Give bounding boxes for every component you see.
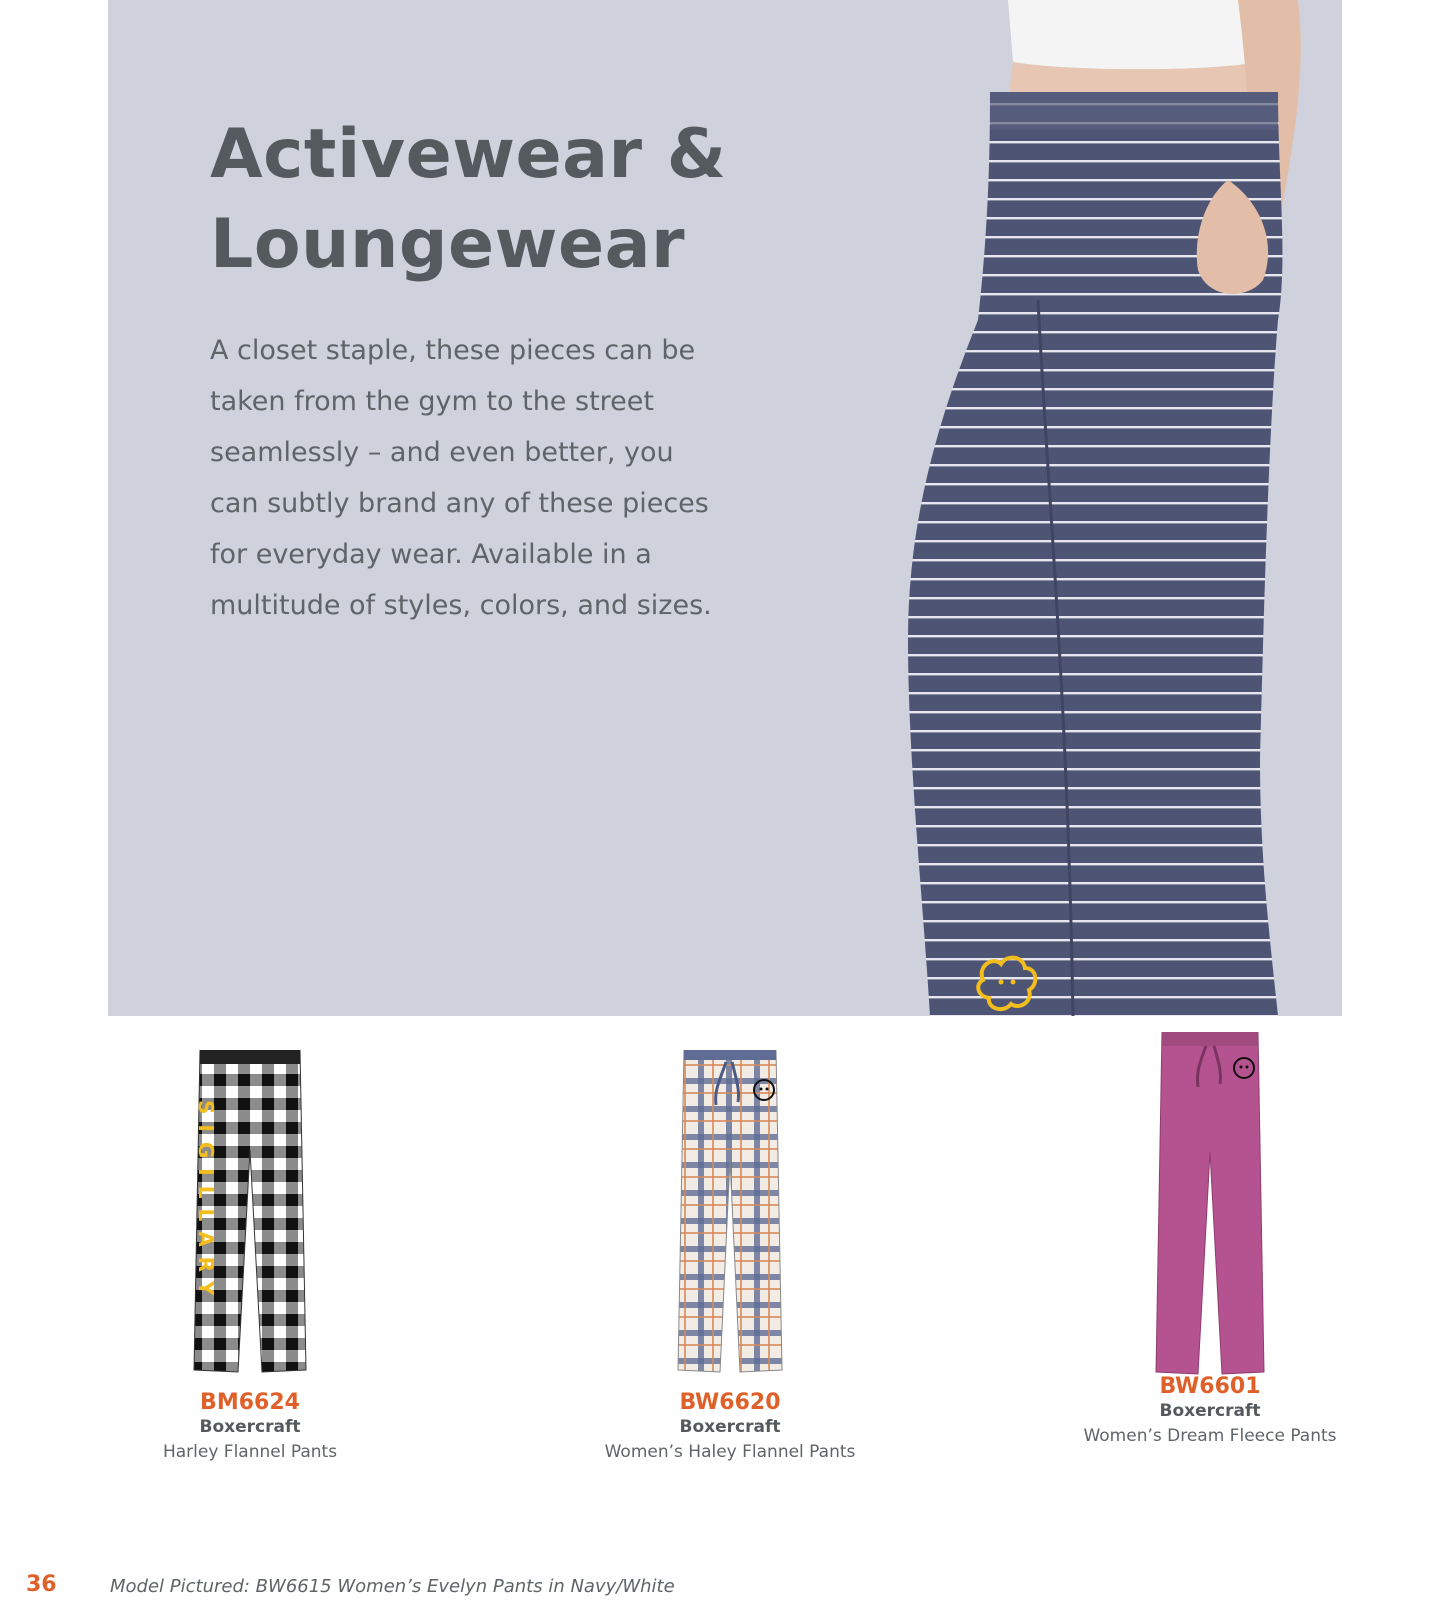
product-image-haley-flannel-pants xyxy=(670,1050,790,1380)
product-name: Women’s Haley Flannel Pants xyxy=(604,1442,856,1462)
page-number: 36 xyxy=(26,1572,57,1597)
product-brand: Boxercraft xyxy=(1159,1401,1261,1421)
product-card-bw6601[interactable] xyxy=(1000,1050,1420,1449)
hero-body-text: A closet staple, these pieces can be taken from the gym to the street seamlessly – and even better, you can subtly brand any of these pieces for everyday wear. Available in a multitude of styles, colors, and sizes. xyxy=(210,335,712,621)
hero-title-line-1: Activewear & xyxy=(210,115,727,194)
product-sku: BW6620 xyxy=(679,1390,781,1415)
hero-title-line-2: Loungewear xyxy=(210,205,686,284)
product-card-bw6620[interactable] xyxy=(520,1050,940,1465)
product-name: Women’s Dream Fleece Pants xyxy=(1083,1426,1337,1446)
product-image-harley-flannel-pants xyxy=(190,1050,310,1380)
footer-caption: Model Pictured: BW6615 Women’s Evelyn Pants in Navy/White xyxy=(110,1576,675,1597)
hero-title xyxy=(210,110,727,290)
product-sku: BW6601 xyxy=(1159,1374,1261,1399)
product-sku: BM6624 xyxy=(200,1390,300,1415)
product-name: Harley Flannel Pants xyxy=(162,1442,338,1462)
product-brand: Boxercraft xyxy=(679,1417,781,1437)
hero-section xyxy=(108,0,1342,1016)
model-photo xyxy=(808,0,1342,1016)
product-card-bm6624[interactable] xyxy=(40,1050,460,1465)
pants-print-text: SIGILLARY xyxy=(194,1100,218,1306)
product-brand: Boxercraft xyxy=(199,1417,301,1437)
product-image-dream-fleece-pants xyxy=(1150,1032,1270,1382)
